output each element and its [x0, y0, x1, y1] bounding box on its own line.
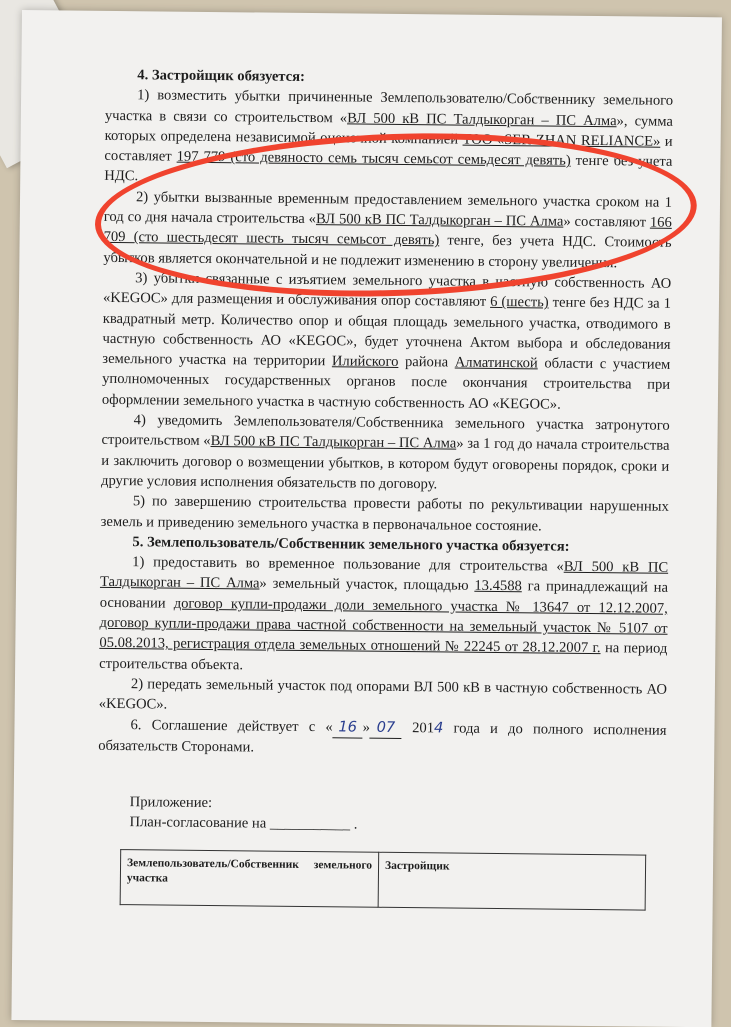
- handwritten-year-digit: 4: [433, 718, 444, 736]
- project-name: ВЛ 500 кВ ПС Талдыкорган – ПС Алма: [99, 558, 669, 592]
- landowner-signature-cell: Землепользователь/Собственник земельного участка: [120, 849, 379, 907]
- agreement-term-clause: 6. Соглашение действует с « 16 » 07 2014 года и до полного исполнения обязательств Сторонами.: [98, 716, 667, 756]
- appraiser-name: ТОО «SER-ZHAN RELIANCE»: [462, 131, 661, 150]
- district-name: Илийского: [331, 353, 399, 371]
- document-body: [97, 65, 674, 911]
- section-5-heading: 5. Землепользователь/Собственник земельного участка обязуется:: [132, 534, 570, 555]
- price-per-sqm: 6 (шесть): [490, 294, 549, 311]
- section-4-item-4: 4) уведомить Землепользователя/Собственника земельного участка затронутого строительством «ВЛ 500 кВ ПС Талдыкорган – ПС Алма» за 1 год до начала строительства и заключить договор о возмещении убытков, в котором будут оговорены порядок, сроки и другие условия исполнения обязательств по договору.: [100, 412, 670, 493]
- developer-signature-cell: Застройщик: [378, 852, 646, 910]
- land-area: 13.4588: [474, 578, 522, 595]
- section-5-item-1: 1) предоставить во временное пользование для строительства «ВЛ 500 кВ ПС Талдыкорган – ПС Алма» земельный участок, площадью 13.4588 га принадлежащий на основании договор купли-продажи доли земельного участка № 13647 от 12.12.2007, договор купли-продажи права частной собственности на земельный участок № 5107 от 05.08.2013, регистрация отдела земельных отношений № 22245 от 28.12.2007 г. на период строительства объекта.: [99, 554, 669, 673]
- signature-table: [120, 849, 647, 911]
- project-name: ВЛ 500 кВ ПС Талдыкорган – ПС Алма: [347, 110, 617, 129]
- section-4-item-5: 5) по завершению строительства провести работы по рекультивации нарушенных земель и приведению земельного участка в первоначальное состояние.: [100, 493, 669, 535]
- appendix-plan-line: План-согласование на ___________ .: [129, 814, 358, 833]
- section-4-item-1: 1) возместить убытки причиненные Землепользователю/Собственнику земельного участка в связи со строительством «ВЛ 500 кВ ПС Талдыкорган – ПС Алма», сумма которых определена независимой оценочной компанией ТОО «SER-ZHAN RELIANCE» и составляет 197 779 (сто девяносто семь тысяч семьсот семьдесят девять) тенге без учета НДС.: [104, 87, 674, 185]
- section-5-item-2: 2) передать земельный участок под опорами ВЛ 500 кВ в частную собственность АО «KEGOC».: [98, 676, 668, 713]
- damage-amount: 197 779 (сто девяносто семь тысяч семьсот семьдесят девять): [176, 148, 571, 169]
- plan-blank: ___________: [269, 816, 351, 833]
- project-name: ВЛ 500 кВ ПС Талдыкорган – ПС Алма: [210, 433, 457, 452]
- section-4-item-3: 3) убытки связанные с изъятием земельного участка в частную собственность АО «KEGOC» для размещения и обслуживания опор составляют 6 (шесть) тенге без НДС за 1 квадратный метр. Количество опор и общая площадь земельного участка, отводимого в частную собственность АО «KEGOC», будет уточнена Актом выбора и обследования земельного участка на территории Илийского района Алматинской области с участием уполномоченных государственных органов после окончания строительства при оформлении земельного участка в частную собственность АО «KEGOC».: [101, 270, 672, 413]
- appendix-title: Приложение:: [129, 794, 213, 812]
- section-4-item-2: 2) убытки вызванные временным предоставлением земельного участка сроком на 1 год со дня начала строительства «ВЛ 500 кВ ПС Талдыкорган – ПС Алма» составляют 166 709 (сто шестьдесят шесть тысяч семьсот девять) тенге, без учета НДС. Стоимость убытков является окончательной и не подлежит изменению в сторону увеличения.: [103, 188, 673, 271]
- handwritten-day: 16: [333, 717, 363, 739]
- handwritten-month: 07: [370, 717, 402, 739]
- section-4-heading: 4. Застройщик обязуется:: [137, 67, 306, 85]
- project-name: ВЛ 500 кВ ПС Талдыкорган – ПС Алма: [315, 211, 564, 230]
- document-page: [11, 10, 722, 1027]
- ownership-documents: договор купли-продажи доли земельного участка № 13647 от 12.12.2007, договор купли-продажи права частной собственности на земельный участок № 5107 от 05.08.2013, регистрация отдела земельных отношений № 22245 от 28.12.2007 г.: [99, 595, 668, 657]
- temporary-use-amount: 166 709 (сто шестьдесят шесть тысяч семьсот девять): [103, 214, 672, 249]
- region-name: Алматинской: [454, 354, 538, 372]
